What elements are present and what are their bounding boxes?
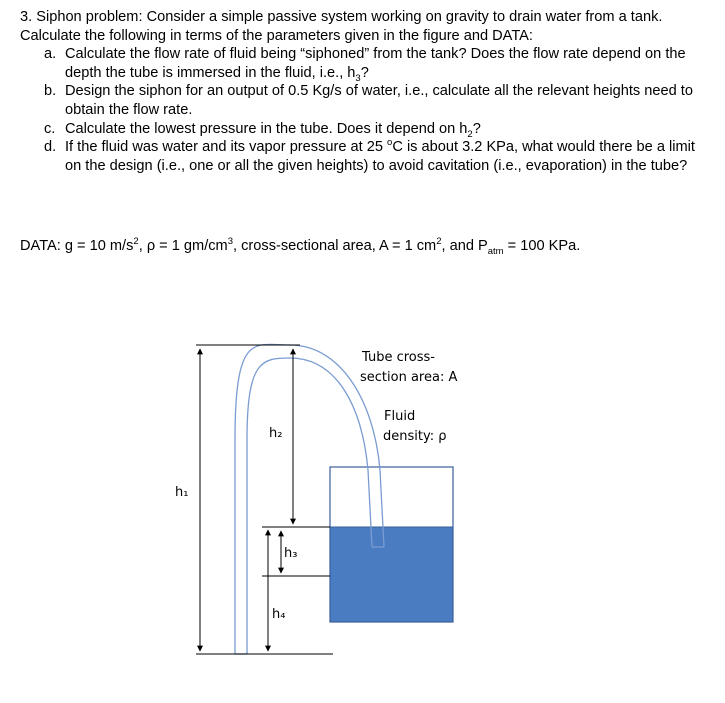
h3-label: h₃ (284, 546, 298, 561)
part-marker: b. (44, 83, 57, 100)
part-text-end: C is about 3.2 KPa, what would there be a limit on the design (i.e., one or all the given heights) to avoid cavitation (i.e., evaporation) in the tube? (65, 139, 695, 174)
data-gravity-exp: 2 (133, 236, 139, 248)
part-marker: d. (44, 139, 57, 156)
data-patm-value: = 100 KPa. (503, 238, 581, 254)
fluid-label-line2: density: ρ (383, 429, 447, 444)
data-density: , ρ = 1 gm/cm (138, 238, 228, 254)
data-patm: , and P (441, 238, 488, 254)
part-superscript: o (387, 137, 393, 149)
part-text: Calculate the flow rate of fluid being “siphoned” from the tank? Does the flow rate depend on the depth the tube is immersed in the fluid, i.e., h (65, 46, 686, 81)
fluid-label-line1: Fluid (384, 409, 416, 424)
part-text: Design the siphon for an output of 0.5 Kg/s of water, i.e., calculate all the relevant heights need to obtain the flow rate. (65, 83, 693, 118)
part-text: If the fluid was water and its vapor pressure at 25 (65, 139, 388, 156)
problem-number: 3. (20, 9, 33, 25)
tube-label-line1: Tube cross- (362, 350, 435, 365)
part-subscript: 3 (355, 72, 361, 84)
h2-label: h₂ (269, 426, 283, 441)
problem-intro-text: Consider a simple passive system working on gravity to drain water from a tank. Calculate the following in terms of the parameters given in the figure and DATA: (20, 9, 663, 44)
h1-label: h₁ (175, 485, 189, 500)
data-label: DATA: (20, 238, 61, 254)
part-text-end: ? (360, 64, 369, 81)
tube-label-line2: section area: A (360, 370, 458, 385)
part-marker: c. (44, 120, 56, 137)
part-text: Calculate the lowest pressure in the tube. Does it depend on h (65, 120, 468, 137)
part-marker: a. (44, 46, 57, 63)
tank-water (330, 527, 453, 622)
data-area: , cross-sectional area, A = 1 cm (233, 238, 437, 254)
part-text-end: ? (472, 120, 481, 137)
data-area-exp: 2 (436, 236, 442, 248)
part-subscript: 2 (467, 128, 473, 140)
data-density-exp: 3 (227, 236, 234, 248)
data-gravity: g = 10 m/s (60, 238, 134, 254)
h4-label: h₄ (272, 607, 286, 622)
data-patm-sub: atm (487, 245, 504, 257)
problem-title: Siphon problem: (36, 9, 143, 25)
